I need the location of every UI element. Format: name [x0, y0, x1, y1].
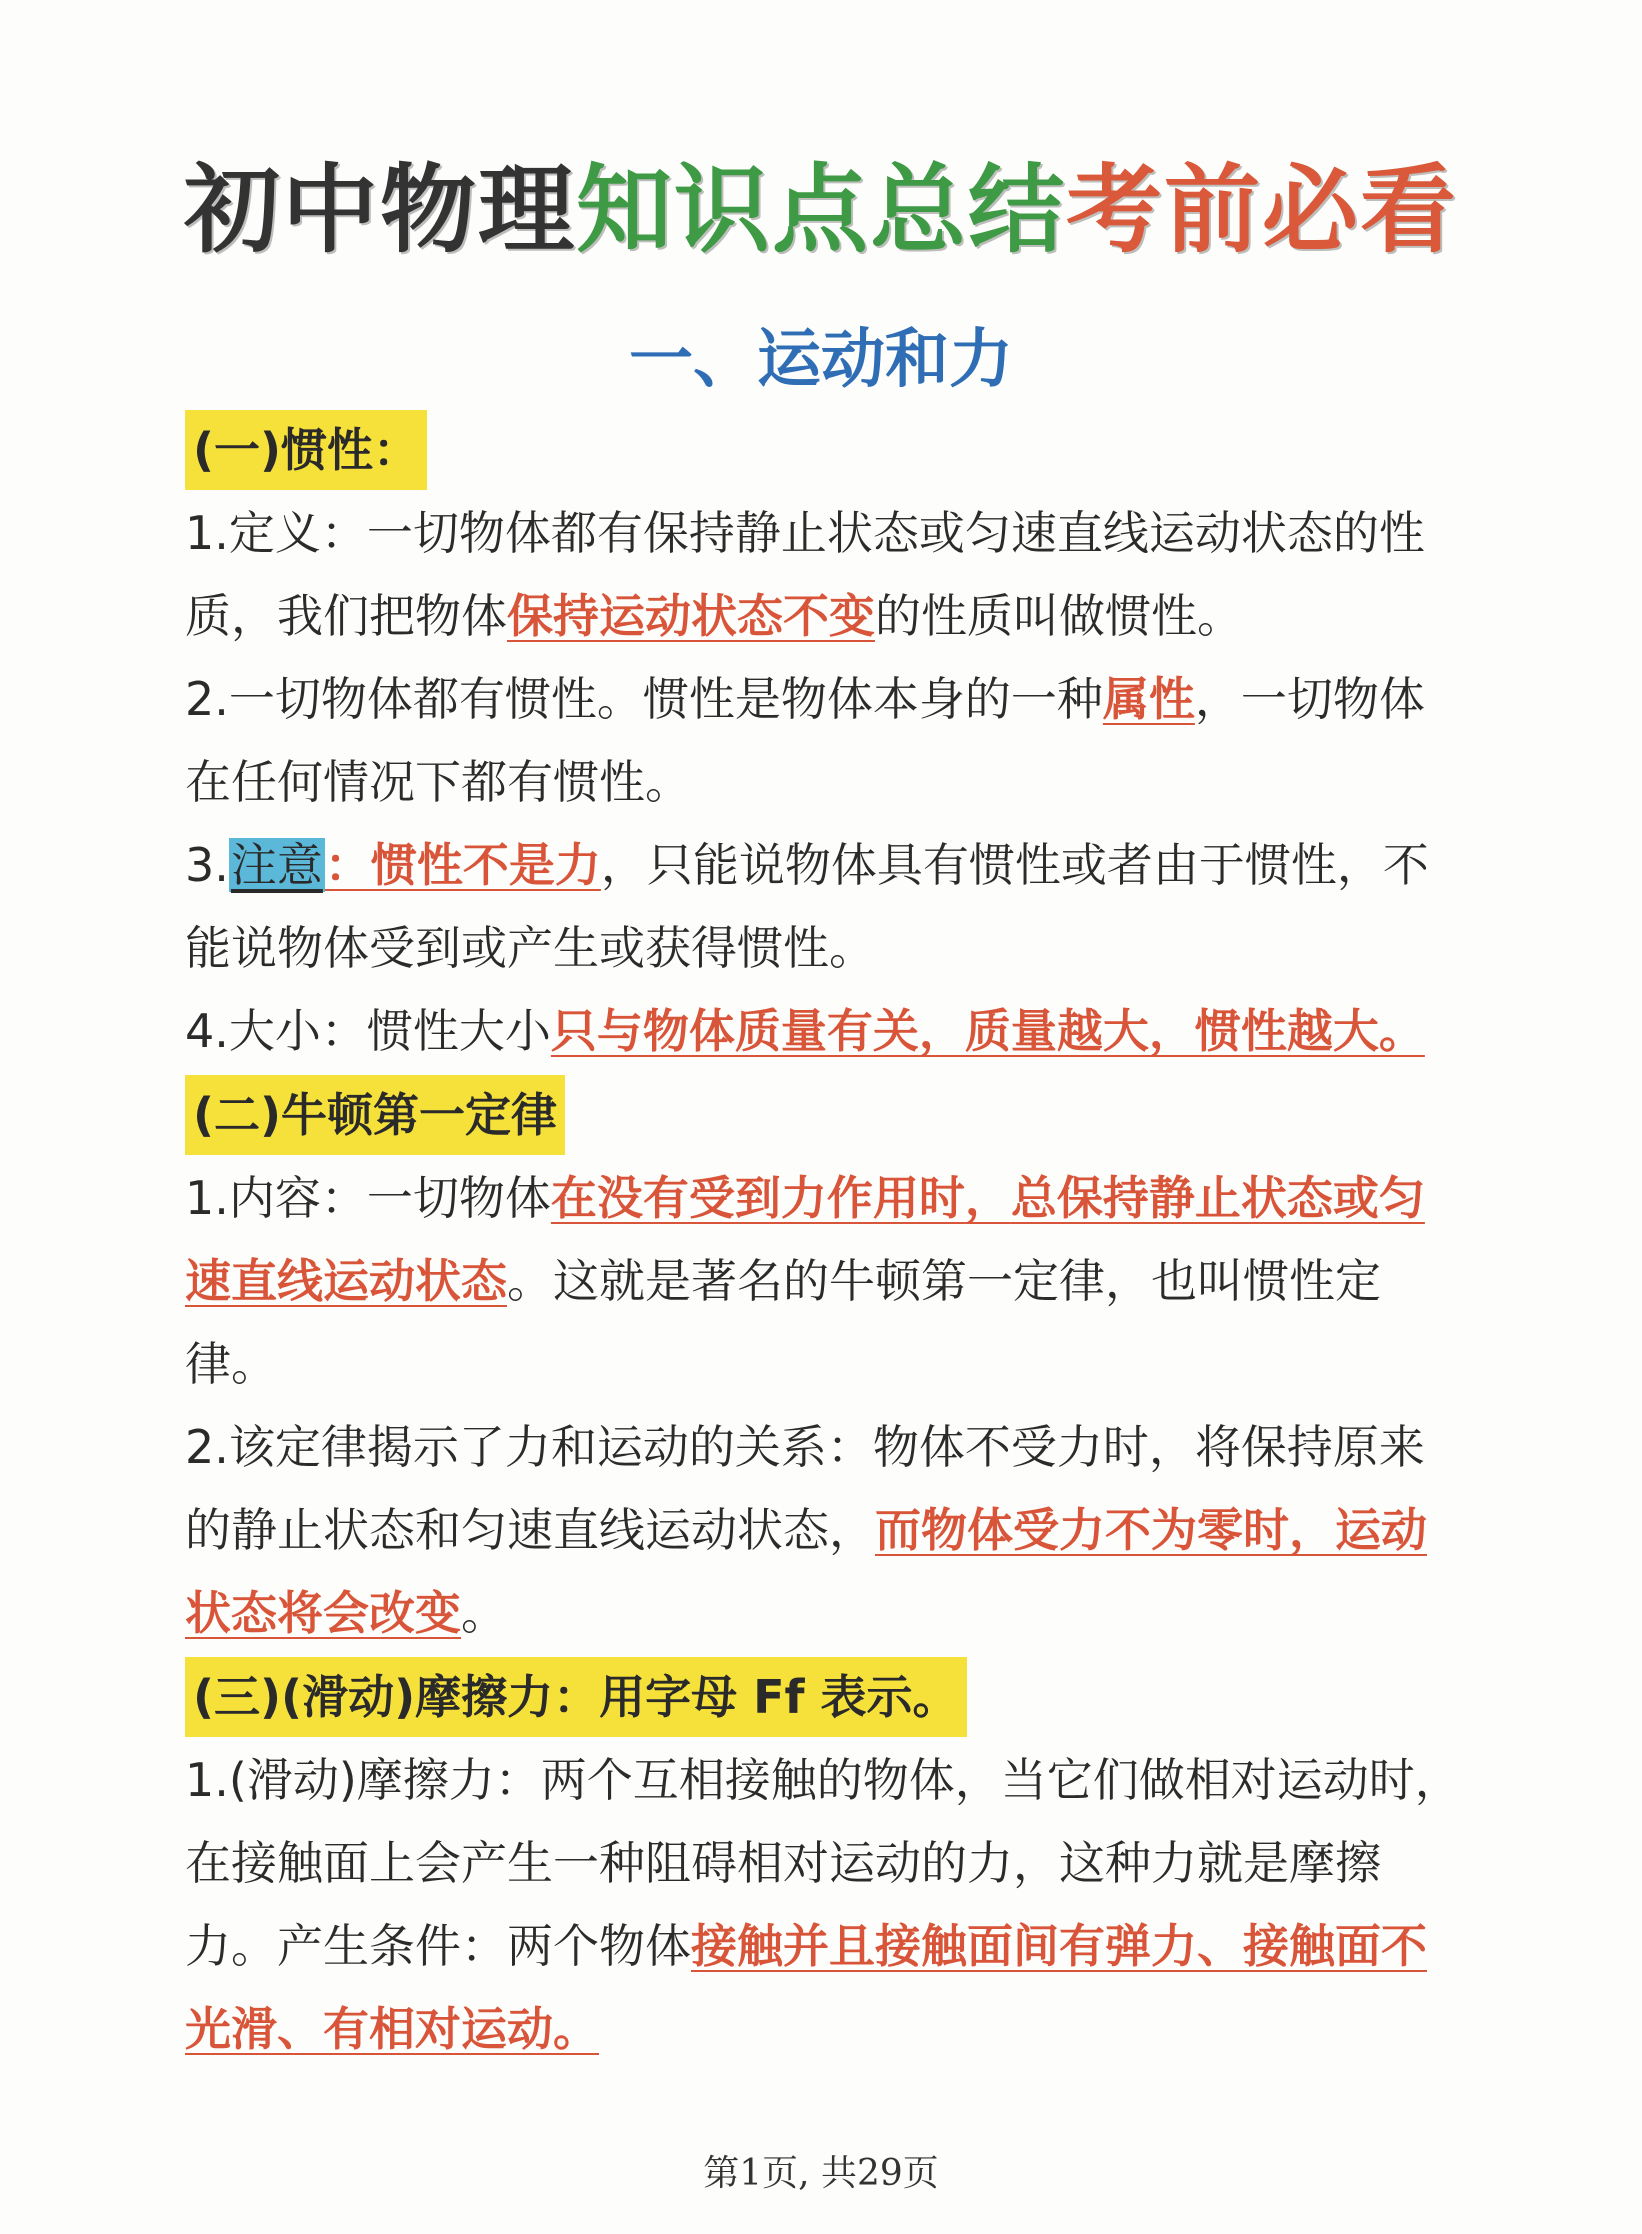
- text: 2.一切物体都有惯性。惯性是物体本身的一种: [185, 672, 1103, 726]
- highlight-text: 只与物体质量有关，质量越大，惯性越大。: [550, 1004, 1425, 1058]
- highlight-text: 接触并且接触面间有弹力、接触面不光滑、有相对运动。: [185, 1919, 1427, 2056]
- text: 的性质叫做惯性。: [875, 589, 1243, 643]
- highlight-text: ，: [964, 1171, 1011, 1225]
- title-part-1: 初中物理: [184, 154, 576, 266]
- inertia-property: [185, 658, 1465, 824]
- inertia-definition: [185, 492, 1465, 658]
- page-title: [0, 150, 1642, 270]
- text: 。: [461, 1586, 507, 1640]
- text: 1.内容：一切物体: [185, 1171, 551, 1225]
- section-heading-friction: (三)(滑动)摩擦力：用字母 Ff 表示。: [185, 1657, 967, 1737]
- section-heading-newton: (二)牛顿第一定律: [185, 1075, 565, 1155]
- text: 。这就是著名的牛顿第一定律，也叫惯性定律。: [185, 1254, 1381, 1391]
- text: 3.: [185, 838, 229, 892]
- section-heading-inertia: (一)惯性：: [185, 410, 427, 490]
- highlight-text: 总保持静止状态或匀速直线运动状态: [185, 1171, 1425, 1308]
- text: 4.大小：惯性大小: [185, 1004, 551, 1058]
- content-body: [185, 408, 1465, 2071]
- text: 1.定义：一切物体都有保持静止状态或匀速直线运动状态的性质，我们把物体: [185, 506, 1425, 643]
- highlight-text: 在没有受到力作用时: [550, 1171, 965, 1225]
- newton-relation: [185, 1406, 1465, 1655]
- text: ，一切物体在任何情况下都有惯性。: [185, 672, 1425, 809]
- highlight-text: 而物体受力不为零时，运动状态将会改变: [185, 1503, 1427, 1640]
- highlight-text: ：惯性不是力: [324, 838, 601, 892]
- highlight-text: 属性: [1102, 672, 1195, 726]
- inertia-note: [185, 824, 1465, 990]
- chapter-heading: 一、运动和力: [629, 323, 1013, 397]
- newton-content: [185, 1157, 1465, 1406]
- text: 1.(滑动)摩擦力：两个互相接触的物体，当它们做相对运动时，在接触面上会产生一种阻碍相对运动的力，这种力就是摩擦力。产生条件：两个物体: [185, 1753, 1461, 1973]
- page-number: 第1页, 共29页: [703, 2153, 939, 2194]
- highlight-text: 保持运动状态不变: [507, 589, 875, 643]
- title-part-3: 考前必看: [1066, 154, 1458, 266]
- title-part-2: 知识点总结: [576, 154, 1066, 266]
- text: ，只能说物体具有惯性或者由于惯性，不能说物体受到或产生或获得惯性。: [185, 838, 1429, 975]
- note-label: 注意: [230, 838, 323, 892]
- friction-definition: [185, 1739, 1465, 2071]
- inertia-magnitude: [185, 990, 1465, 1073]
- text: 2.该定律揭示了力和运动的关系：物体不受力时，将保持原来的静止状态和匀速直线运动状态，: [185, 1420, 1425, 1557]
